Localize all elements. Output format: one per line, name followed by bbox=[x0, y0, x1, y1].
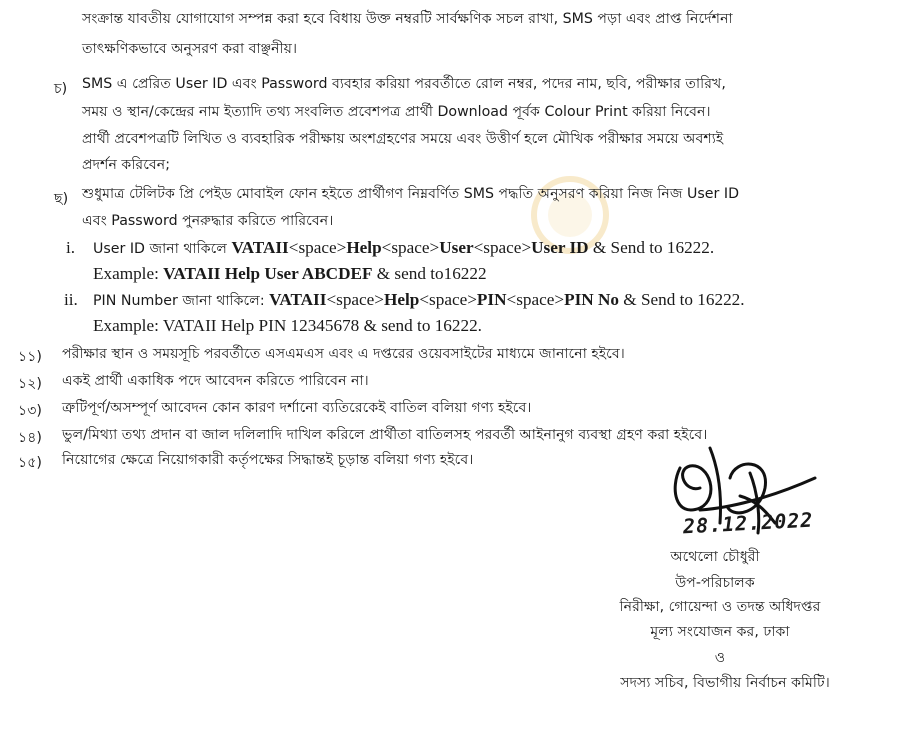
sub-ii-space-3: <space> bbox=[506, 290, 565, 309]
sub-ii-post: & Send to 16222. bbox=[618, 290, 745, 309]
sub-marker-i: i. bbox=[66, 238, 76, 257]
sub-i-space-3: <space> bbox=[473, 238, 532, 257]
item-number-15: ১৫) bbox=[18, 455, 42, 471]
sub-ii-keyword-4: PIN No bbox=[564, 290, 619, 309]
signatory-name: অথেলো চৌধুরী bbox=[670, 549, 760, 565]
item-chha-line-1: শুধুমাত্র টেলিটক প্রি পেইড মোবাইল ফোন হইতে প্রার্থীগণ নিম্নবর্ণিত SMS পদ্ধতি অনুসরণ করিয়া নিজ নিজ User ID bbox=[82, 186, 739, 202]
sub-ii-example: Example: VATAII Help PIN 12345678 & send to 16222. bbox=[93, 316, 482, 335]
sub-i-space-1: <space> bbox=[288, 238, 347, 257]
item-number-11: ১১) bbox=[18, 349, 42, 365]
signatory-and: ও bbox=[714, 650, 726, 666]
item-cha-line-3: প্রার্থী প্রবেশপত্রটি লিখিত ও ব্যবহারিক পরীক্ষায় অংশগ্রহণের সময়ে এবং উত্তীর্ণ হলে মৌখিক পরীক্ষার সময়ে অবশ্যই bbox=[82, 131, 724, 147]
sub-i-keyword-2: Help bbox=[346, 238, 382, 257]
item-text-11: পরীক্ষার স্থান ও সময়সূচি পরবর্তীতে এসএমএস এবং এ দপ্তরের ওয়েবসাইটের মাধ্যমে জানানো হইবে। bbox=[62, 346, 625, 362]
item-cha-line-4: প্রদর্শন করিবেন; bbox=[82, 157, 171, 173]
sub-ii-instruction bbox=[93, 290, 745, 310]
sub-i-example-code: VATAII Help User ABCDEF bbox=[163, 264, 373, 283]
sub-i-keyword-3: User bbox=[439, 238, 474, 257]
sub-i-example bbox=[93, 264, 487, 284]
item-number-13: ১৩) bbox=[18, 403, 42, 419]
item-text-12: একই প্রার্থী একাধিক পদে আবেদন করিতে পারিবেন না। bbox=[62, 373, 369, 389]
sub-i-example-post: & send to16222 bbox=[372, 264, 487, 283]
sub-i-pre: User ID জানা থাকিলে bbox=[93, 241, 232, 257]
sub-ii-pre: PIN Number জানা থাকিলে: bbox=[93, 293, 270, 309]
item-text-13: ত্রুটিপূর্ণ/অসম্পূর্ণ আবেদন কোন কারণ দর্শানো ব্যতিরেকেই বাতিল বলিয়া গণ্য হইবে। bbox=[62, 400, 532, 416]
item-marker-chha: ছ) bbox=[54, 191, 69, 207]
sub-i-example-label: Example: bbox=[93, 264, 164, 283]
intro-line-1: সংক্রান্ত যাবতীয় যোগাযোগ সম্পন্ন করা হবে বিধায় উক্ত নম্বরটি সার্বক্ষণিক সচল রাখা, SMS পড়া এবং প্রাপ্ত নির্দেশনা bbox=[82, 11, 733, 27]
item-chha-line-2: এবং Password পুনরুদ্ধার করিতে পারিবেন। bbox=[82, 213, 334, 229]
sub-i-keyword-1: VATAII bbox=[231, 238, 289, 257]
sub-ii-keyword-3: PIN bbox=[476, 290, 507, 309]
sub-i-instruction bbox=[93, 238, 714, 258]
item-marker-cha: চ) bbox=[54, 81, 68, 97]
item-text-14: ভুল/মিথ্যা তথ্য প্রদান বা জাল দলিলাদি দাখিল করিলে প্রার্থীতা বাতিলসহ পরবর্তী আইনানুগ ব্যবস্থা গ্রহণ করা হইবে। bbox=[62, 427, 708, 443]
sub-marker-ii: ii. bbox=[64, 290, 78, 309]
sub-i-post: & Send to 16222. bbox=[588, 238, 715, 257]
signatory-role: সদস্য সচিব, বিভাগীয় নির্বাচন কমিটি। bbox=[620, 675, 830, 691]
sub-i-space-2: <space> bbox=[381, 238, 440, 257]
item-cha-line-2: সময় ও স্থান/কেন্দ্রের নাম ইত্যাদি তথ্য সংবলিত প্রবেশপত্র প্রার্থী Download পূর্বক Colour Print করিয়া নিবেন। bbox=[82, 104, 711, 120]
item-number-14: ১৪) bbox=[18, 430, 42, 446]
sub-ii-space-2: <space> bbox=[419, 290, 477, 309]
signature-date: 28.12.2022 bbox=[682, 507, 814, 539]
sub-i-keyword-4: User ID bbox=[531, 238, 589, 257]
sub-ii-space-1: <space> bbox=[326, 290, 384, 309]
item-number-12: ১২) bbox=[18, 376, 42, 392]
item-cha-line-1: SMS এ প্রেরিত User ID এবং Password ব্যবহার করিয়া পরবর্তীতে রোল নম্বর, পদের নাম, ছবি, পরীক্ষার তারিখ, bbox=[82, 76, 726, 92]
item-text-15: নিয়োগের ক্ষেত্রে নিয়োগকারী কর্তৃপক্ষের সিদ্ধান্তই চূড়ান্ত বলিয়া গণ্য হইবে। bbox=[62, 452, 474, 468]
signatory-designation: উপ-পরিচালক bbox=[675, 575, 755, 591]
intro-line-2: তাৎক্ষণিকভাবে অনুসরণ করা বাঞ্ছনীয়। bbox=[82, 41, 298, 57]
signatory-office: নিরীক্ষা, গোয়েন্দা ও তদন্ত অধিদপ্তর bbox=[619, 599, 821, 615]
sub-ii-keyword-2: Help bbox=[384, 290, 420, 309]
sub-ii-keyword-1: VATAII bbox=[269, 290, 327, 309]
signatory-office-2: মূল্য সংযোজন কর, ঢাকা bbox=[650, 624, 790, 640]
